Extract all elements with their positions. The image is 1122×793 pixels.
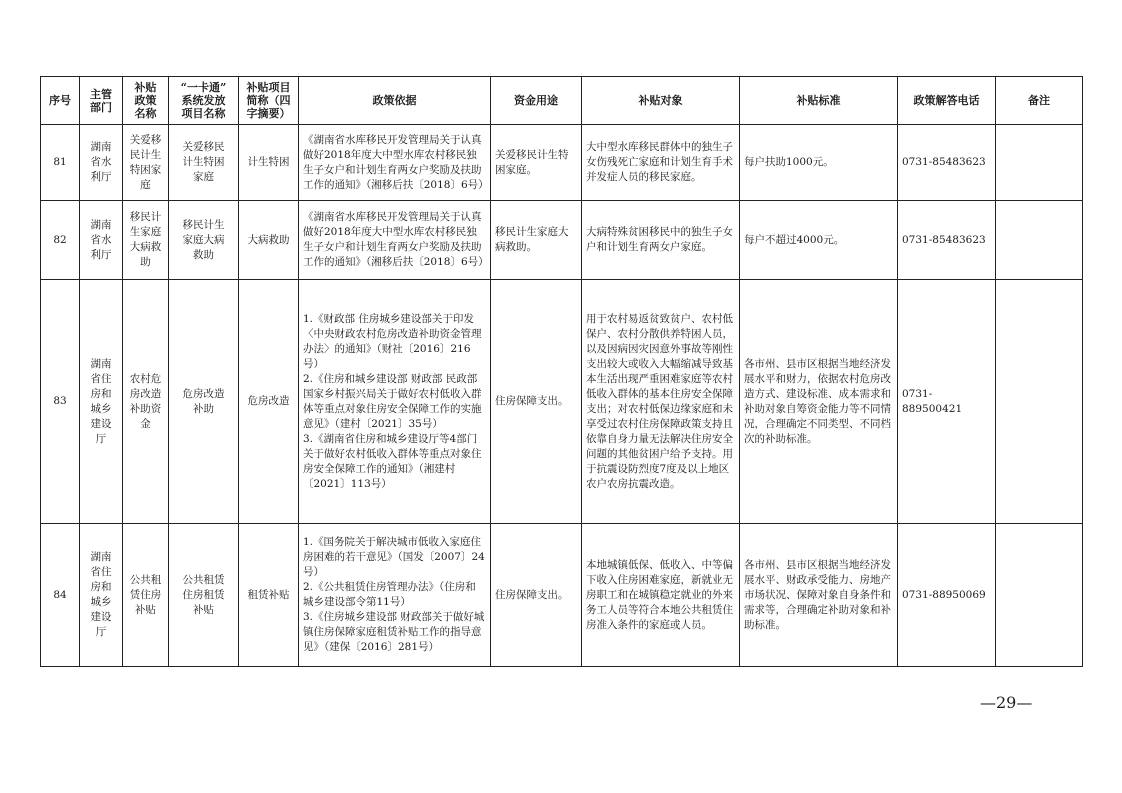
table-row <box>41 201 1083 280</box>
row-system-name: 公共租赁 住房租赁 补贴 <box>169 524 239 667</box>
header-fund-use: 资金用途 <box>491 77 582 125</box>
row-policy-name: 公共租 赁住房 补贴 <box>123 524 169 667</box>
row-short-name: 计生特困 <box>239 125 299 201</box>
row-remark <box>996 201 1083 280</box>
row-dept: 湖南 省住 房和 城乡 建设 厅 <box>80 280 123 524</box>
subsidy-policy-table <box>40 76 1083 667</box>
header-dept: 主管 部门 <box>80 77 123 125</box>
header-seq: 序号 <box>41 77 80 125</box>
header-system-name: “一卡通” 系统发放 项目名称 <box>169 77 239 125</box>
row-short-name: 危房改造 <box>239 280 299 524</box>
row-standard: 各市州、县市区根据当地经济发展水平、财政承受能力、房地产市场状况、保障对象自身条件和需求等，合理确定补助对象和补助标准。 <box>740 524 898 667</box>
row-target: 用于农村易返贫致贫户、农村低保户、农村分散供养特困人员，以及因病因灾因意外事故等刚性支出较大或收入大幅缩减导致基本生活出现严重困难家庭等农村低收入群体的基本住房安全保障支出；对农村低保边缘家庭和未享受过农村住房保障政策支持且依靠自身力量无法解决住房安全问题的其他贫困户给予支持。用于抗震设防烈度7度及以上地区农户农房抗震改造。 <box>582 280 740 524</box>
table-header-row <box>41 77 1083 125</box>
row-short-name: 租赁补贴 <box>239 524 299 667</box>
row-target: 大病特殊贫困移民中的独生子女户和计划生育两女户家庭。 <box>582 201 740 280</box>
header-short-name: 补贴项目 简称（四 字摘要） <box>239 77 299 125</box>
row-phone: 0731-85483623 <box>898 125 996 201</box>
header-phone: 政策解答电话 <box>898 77 996 125</box>
row-seq: 83 <box>41 280 80 524</box>
row-seq: 82 <box>41 201 80 280</box>
row-system-name: 关爱移民 计生特困 家庭 <box>169 125 239 201</box>
header-policy-name: 补贴 政策 名称 <box>123 77 169 125</box>
row-dept: 湖南 省水 利厅 <box>80 125 123 201</box>
row-standard: 各市州、县市区根据当地经济发展水平和财力，依据农村危房改造方式、建设标准、成本需求和补助对象自筹资金能力等不同情况，合理确定不同类型、不同档次的补助标准。 <box>740 280 898 524</box>
table-row <box>41 280 1083 524</box>
row-remark <box>996 524 1083 667</box>
row-policy-name: 移民计 生家庭 大病救 助 <box>123 201 169 280</box>
row-policy-name: 农村危 房改造 补助资 金 <box>123 280 169 524</box>
page-number: —29— <box>980 693 1033 712</box>
header-standard: 补贴标准 <box>740 77 898 125</box>
row-seq: 81 <box>41 125 80 201</box>
row-dept: 湖南 省水 利厅 <box>80 201 123 280</box>
row-phone: 0731-85483623 <box>898 201 996 280</box>
header-target: 补贴对象 <box>582 77 740 125</box>
row-basis: 1.《财政部 住房城乡建设部关于印发〈中央财政农村危房改造补助资金管理办法〉的通知》（财社〔2016〕216号） 2.《住房和城乡建设部 财政部 民政部 国家乡村振兴局关于做好农村低收入群体等重点对象住房安全保障工作的实施意见》（建村〔2021〕35号） 3.《湖南省住房和城乡建设厅等4部门关于做好农村低收入群体等重点对象住房安全保障工作的通知》（湘建村〔2021〕113号） <box>299 280 491 524</box>
row-standard: 每户扶助1000元。 <box>740 125 898 201</box>
row-target: 本地城镇低保、低收入、中等偏下收入住房困难家庭，新就业无房职工和在城镇稳定就业的外来务工人员等符合本地公共租赁住房准入条件的家庭或人员。 <box>582 524 740 667</box>
header-basis: 政策依据 <box>299 77 491 125</box>
row-fund-use: 住房保障支出。 <box>491 524 582 667</box>
row-system-name: 移民计生 家庭大病 救助 <box>169 201 239 280</box>
row-fund-use: 移民计生家庭大病救助。 <box>491 201 582 280</box>
row-seq: 84 <box>41 524 80 667</box>
row-remark <box>996 280 1083 524</box>
row-phone: 0731-889500421 <box>898 280 996 524</box>
row-target: 大中型水库移民群体中的独生子女伤残死亡家庭和计划生育手术并发症人员的移民家庭。 <box>582 125 740 201</box>
table-row <box>41 125 1083 201</box>
row-fund-use: 关爱移民计生特困家庭。 <box>491 125 582 201</box>
row-system-name: 危房改造 补助 <box>169 280 239 524</box>
row-remark <box>996 125 1083 201</box>
row-dept: 湖南 省住 房和 城乡 建设 厅 <box>80 524 123 667</box>
row-basis: 《湖南省水库移民开发管理局关于认真做好2018年度大中型水库农村移民独生子女户和计划生育两女户奖励及扶助工作的通知》（湘移后扶〔2018〕6号） <box>299 125 491 201</box>
row-basis: 1.《国务院关于解决城市低收入家庭住房困难的若干意见》（国发〔2007〕24号） 2.《公共租赁住房管理办法》（住房和城乡建设部令第11号） 3.《住房城乡建设部 财政部关于做好城镇住房保障家庭租赁补贴工作的指导意见》（建保〔2016〕281号） <box>299 524 491 667</box>
row-phone: 0731-88950069 <box>898 524 996 667</box>
header-remark: 备注 <box>996 77 1083 125</box>
row-basis: 《湖南省水库移民开发管理局关于认真做好2018年度大中型水库农村移民独生子女户和计划生育两女户奖励及扶助工作的通知》（湘移后扶〔2018〕6号） <box>299 201 491 280</box>
row-policy-name: 关爱移 民计生 特困家 庭 <box>123 125 169 201</box>
row-fund-use: 住房保障支出。 <box>491 280 582 524</box>
table-row <box>41 524 1083 667</box>
row-standard: 每户不超过4000元。 <box>740 201 898 280</box>
row-short-name: 大病救助 <box>239 201 299 280</box>
